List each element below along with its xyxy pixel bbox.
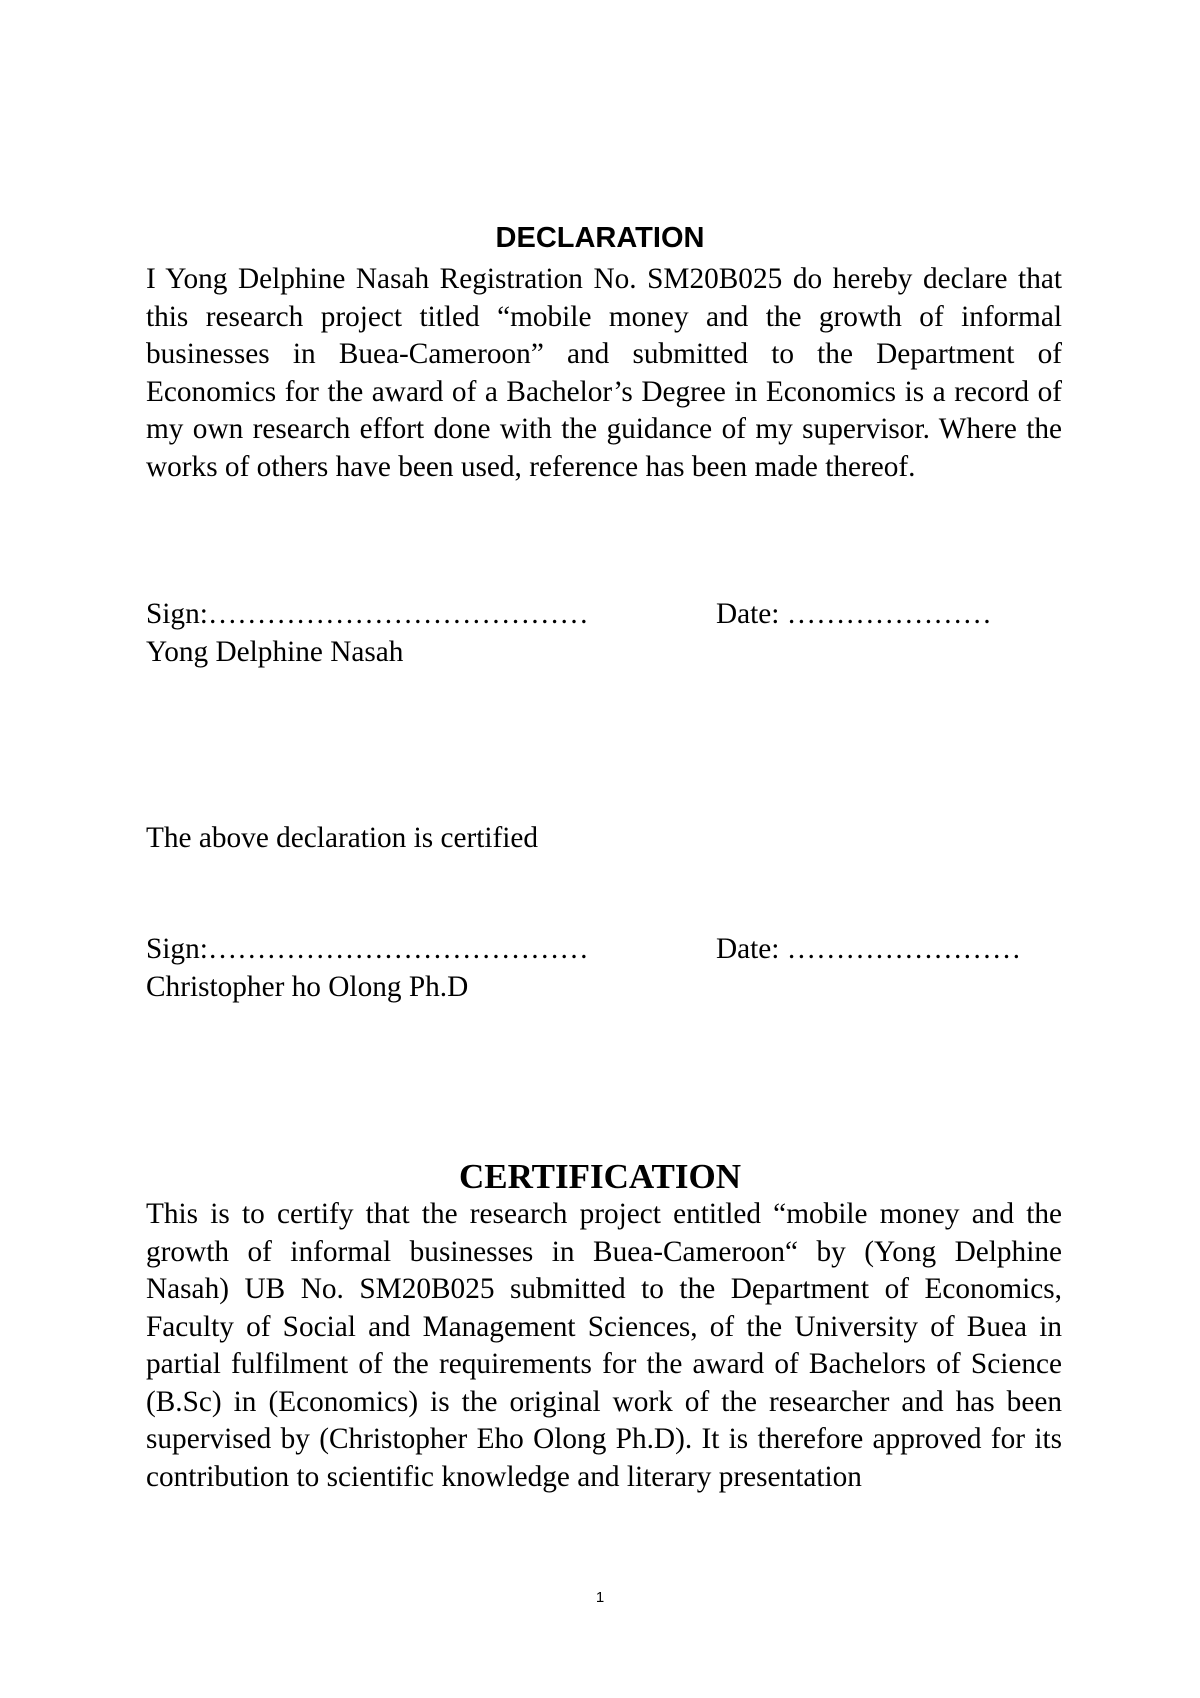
student-date-line: Date: ………………… <box>716 598 992 630</box>
supervisor-date-line: Date: …………………… <box>716 933 1022 965</box>
supervisor-name: Christopher ho Olong Ph.D <box>146 971 469 1003</box>
supervisor-sign-line: Sign:………………………………… <box>146 933 589 965</box>
certified-statement: The above declaration is certified <box>146 822 539 854</box>
page-number: 1 <box>595 1589 605 1606</box>
student-sign-line: Sign:………………………………… <box>146 598 589 630</box>
certification-body-block <box>146 1196 1062 1496</box>
declaration-body: I Yong Delphine Nasah Registration No. SM20B025 do hereby declare that this research project titled “mobile money and the growth of informal businesses in Buea-Cameroon” and submitted to the Department of Economics for the award of a Bachelor’s Degree in Economics is a record of my own research effort done with the guidance of my supervisor. Where the works of others have been used, reference has been made thereof. <box>146 263 1062 483</box>
declaration-heading: DECLARATION <box>495 222 705 254</box>
certification-body: This is to certify that the research project entitled “mobile money and the growth of informal businesses in Buea-Cameroon“ by (Yong Delphine Nasah) UB No. SM20B025 submitted to the Department of Economics, Faculty of Social and Management Sciences, of the University of Buea in partial fulfilment of the requirements for the award of Bachelors of Science (B.Sc) in (Economics) is the original work of the researcher and has been supervised by (Christopher Eho Olong Ph.D). It is therefore approved for its contribution to scientific knowledge and literary presentation <box>146 1198 1062 1493</box>
declaration-body-block <box>146 261 1062 486</box>
student-name: Yong Delphine Nasah <box>146 636 404 668</box>
certification-heading: CERTIFICATION <box>458 1157 742 1196</box>
